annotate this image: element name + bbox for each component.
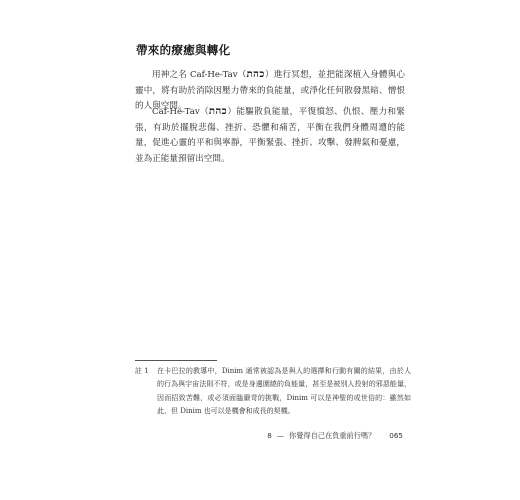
hebrew-name-caf-he-tav: כהת	[208, 106, 228, 117]
footer-chapter-title: 你覺得自己在負重前行嗎？	[289, 431, 376, 440]
page-number: 065	[389, 431, 403, 440]
footnote-text: 在卡巴拉的教導中，Dinim 通常被認為是與人的選擇和行動有關的結果，由於人的行為與宇宙法則不符，或是身邊圍繞的負能量，甚至是被別人投射的邪惡能量，因而招致苦難，或必須面臨嚴苛的挑戰，Dinim 可以是神聖的或世俗的：雖然如此，但 Dinim 也可以是機會和成長的契機。	[157, 367, 411, 415]
hebrew-name-caf-he-tav: כהת	[246, 69, 265, 80]
paragraph-2-text-rest: ）能驅散負能量，平復憤怒、仇恨、壓力和緊張，有助於擺脫悲傷、挫折、恐懼和痛苦，平衡在我們身體周遭的能量，促進心靈的平和與寧靜，平衡緊張、挫折、攻擊、發脾氣和憂慮，並為正能量預留出空間。	[135, 107, 405, 164]
footnote	[135, 365, 411, 418]
paragraph-2-text-start: Caf-He-Tav（	[152, 107, 209, 117]
body-paragraph-2	[135, 104, 405, 167]
running-footer	[263, 431, 403, 441]
paragraph-1-text-rest: ）進行冥想，並把能深植入身體與心靈中，將有助於消除因壓力帶來的負能量，或淨化任何散發黑暗、憎恨的人與空間。	[135, 70, 405, 111]
section-heading: 帶來的療癒與轉化	[136, 43, 231, 57]
footer-separator: —	[276, 431, 285, 440]
footnote-divider	[135, 360, 217, 361]
footnote-marker: 註 1	[135, 367, 149, 375]
footer-chapter-number: 8	[267, 431, 272, 440]
paragraph-1-text-start: 用神之名 Caf-He-Tav（	[152, 70, 247, 80]
